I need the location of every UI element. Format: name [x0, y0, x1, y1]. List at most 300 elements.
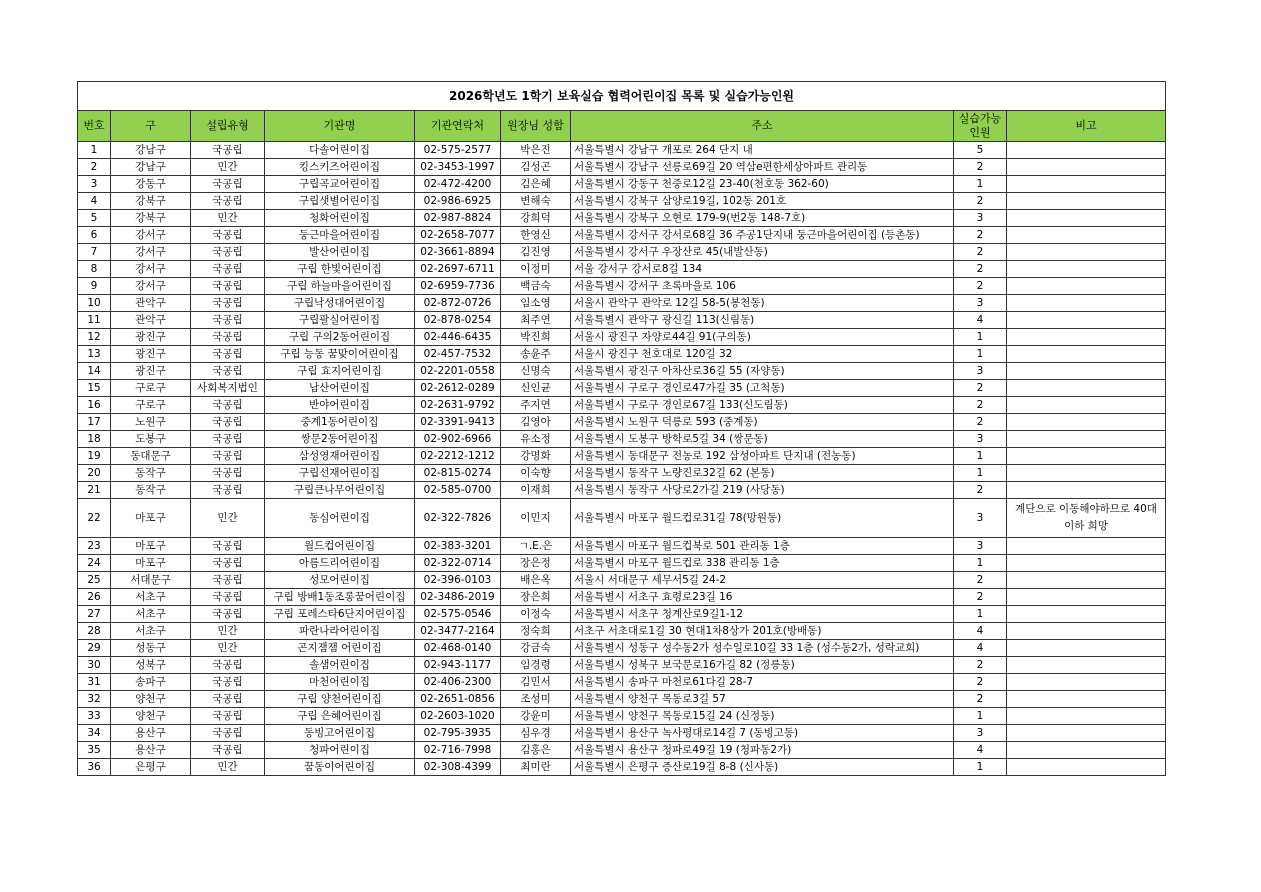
cell-no: 14 — [78, 363, 111, 380]
cell-phone: 02-457-7532 — [415, 346, 501, 363]
cell-address: 서울특별시 도봉구 방학로5길 34 (쌍문동) — [571, 431, 954, 448]
cell-gu: 동작구 — [111, 482, 191, 499]
cell-no: 33 — [78, 708, 111, 725]
cell-type: 국공립 — [191, 227, 265, 244]
cell-note — [1007, 346, 1166, 363]
header-type: 설립유형 — [191, 111, 265, 142]
cell-address: 서울특별시 성동구 성수동2가 성수일로10길 33 1층 (성수동2가, 성락교회) — [571, 640, 954, 657]
cell-type: 민간 — [191, 759, 265, 776]
cell-address: 서울특별시 강북구 삼양로19길, 102동 201호 — [571, 193, 954, 210]
table-row — [78, 725, 1166, 742]
cell-phone: 02-585-0700 — [415, 482, 501, 499]
cell-name: 반야어린이집 — [265, 397, 415, 414]
cell-address: 서울특별시 관악구 광신길 113(신림동) — [571, 312, 954, 329]
cell-capacity: 3 — [954, 363, 1007, 380]
cell-name: 구립큰나무어린이집 — [265, 482, 415, 499]
table-row — [78, 742, 1166, 759]
cell-note — [1007, 606, 1166, 623]
cell-note — [1007, 193, 1166, 210]
cell-address: 서울특별시 강서구 초록마을로 106 — [571, 278, 954, 295]
cell-director: 유소정 — [501, 431, 571, 448]
cell-phone: 02-2651-0856 — [415, 691, 501, 708]
header-no: 번호 — [78, 111, 111, 142]
cell-phone: 02-987-8824 — [415, 210, 501, 227]
table-row — [78, 244, 1166, 261]
cell-no: 13 — [78, 346, 111, 363]
cell-address: 서울특별시 강서구 강서로68길 36 주공1단지내 둥근마을어린이집 (등촌동) — [571, 227, 954, 244]
table-row — [78, 278, 1166, 295]
cell-director: 신명숙 — [501, 363, 571, 380]
cell-no: 35 — [78, 742, 111, 759]
cell-phone: 02-2201-0558 — [415, 363, 501, 380]
cell-capacity: 5 — [954, 142, 1007, 159]
cell-director: 임경령 — [501, 657, 571, 674]
cell-capacity: 1 — [954, 346, 1007, 363]
cell-phone: 02-795-3935 — [415, 725, 501, 742]
cell-director: 이민지 — [501, 499, 571, 538]
cell-no: 16 — [78, 397, 111, 414]
cell-name: 다솔어린이집 — [265, 142, 415, 159]
cell-phone: 02-3391-9413 — [415, 414, 501, 431]
cell-capacity: 3 — [954, 538, 1007, 555]
table-row — [78, 499, 1166, 538]
cell-director: 김민서 — [501, 674, 571, 691]
cell-type: 국공립 — [191, 244, 265, 261]
cell-no: 28 — [78, 623, 111, 640]
cell-director: 이숙향 — [501, 465, 571, 482]
cell-name: 구립 구의2동어린이집 — [265, 329, 415, 346]
header-gu: 구 — [111, 111, 191, 142]
cell-type: 국공립 — [191, 295, 265, 312]
cell-no: 5 — [78, 210, 111, 227]
cell-director: 김영아 — [501, 414, 571, 431]
cell-name: 동심어린이집 — [265, 499, 415, 538]
cell-no: 18 — [78, 431, 111, 448]
cell-phone: 02-2631-9792 — [415, 397, 501, 414]
cell-no: 7 — [78, 244, 111, 261]
cell-name: 월드컵어린이집 — [265, 538, 415, 555]
cell-note — [1007, 159, 1166, 176]
cell-phone: 02-878-0254 — [415, 312, 501, 329]
cell-address: 서울특별시 광진구 아차산로36길 55 (자양동) — [571, 363, 954, 380]
cell-no: 19 — [78, 448, 111, 465]
cell-name: 구립 하늘마을어린이집 — [265, 278, 415, 295]
cell-capacity: 2 — [954, 572, 1007, 589]
cell-phone: 02-406-2300 — [415, 674, 501, 691]
cell-phone: 02-3486-2019 — [415, 589, 501, 606]
cell-phone: 02-2212-1212 — [415, 448, 501, 465]
cell-no: 6 — [78, 227, 111, 244]
cell-no: 32 — [78, 691, 111, 708]
table-row — [78, 448, 1166, 465]
table-row — [78, 312, 1166, 329]
header-director: 원장님 성함 — [501, 111, 571, 142]
table-row — [78, 142, 1166, 159]
cell-type: 민간 — [191, 640, 265, 657]
cell-gu: 서대문구 — [111, 572, 191, 589]
cell-gu: 성북구 — [111, 657, 191, 674]
cell-capacity: 2 — [954, 380, 1007, 397]
cell-type: 국공립 — [191, 193, 265, 210]
cell-name: 구립 방배1동조롱꿈어린이집 — [265, 589, 415, 606]
cell-director: 강명화 — [501, 448, 571, 465]
cell-type: 국공립 — [191, 278, 265, 295]
cell-capacity: 1 — [954, 555, 1007, 572]
cell-name: 발산어린이집 — [265, 244, 415, 261]
cell-capacity: 1 — [954, 606, 1007, 623]
cell-capacity: 4 — [954, 640, 1007, 657]
table-row — [78, 210, 1166, 227]
sheet-title: 2026학년도 1학기 보육실습 협력어린이집 목록 및 실습가능인원 — [78, 82, 1166, 111]
cell-name: 구립샛별어린이집 — [265, 193, 415, 210]
cell-name: 구립 양천어린이집 — [265, 691, 415, 708]
cell-name: 마천어린이집 — [265, 674, 415, 691]
cell-address: 서울특별시 서초구 효령로23길 16 — [571, 589, 954, 606]
table-row — [78, 759, 1166, 776]
cell-director: 백금숙 — [501, 278, 571, 295]
cell-phone: 02-396-0103 — [415, 572, 501, 589]
cell-address: 서울특별시 동대문구 전농로 192 삼성아파트 단지내 (전농동) — [571, 448, 954, 465]
header-row — [78, 111, 1166, 142]
cell-type: 민간 — [191, 159, 265, 176]
cell-address: 서초구 서초대로1길 30 현대1차8상가 201호(방배동) — [571, 623, 954, 640]
cell-capacity: 3 — [954, 499, 1007, 538]
cell-director: 변해숙 — [501, 193, 571, 210]
cell-address: 서울특별시 송파구 마천로61다길 28-7 — [571, 674, 954, 691]
header-capacity: 실습가능 인원 — [954, 111, 1007, 142]
table-row — [78, 414, 1166, 431]
cell-gu: 강남구 — [111, 159, 191, 176]
cell-note — [1007, 623, 1166, 640]
cell-type: 국공립 — [191, 538, 265, 555]
cell-capacity: 3 — [954, 725, 1007, 742]
cell-phone: 02-575-0546 — [415, 606, 501, 623]
cell-no: 22 — [78, 499, 111, 538]
cell-capacity: 4 — [954, 312, 1007, 329]
cell-gu: 강북구 — [111, 210, 191, 227]
header-name: 기관명 — [265, 111, 415, 142]
cell-type: 국공립 — [191, 363, 265, 380]
cell-director: 박진희 — [501, 329, 571, 346]
cell-capacity: 1 — [954, 329, 1007, 346]
cell-name: 중계1동어린이집 — [265, 414, 415, 431]
cell-phone: 02-2603-1020 — [415, 708, 501, 725]
cell-gu: 광진구 — [111, 346, 191, 363]
cell-type: 국공립 — [191, 261, 265, 278]
cell-gu: 서초구 — [111, 623, 191, 640]
table-row — [78, 640, 1166, 657]
cell-phone: 02-815-0274 — [415, 465, 501, 482]
cell-type: 국공립 — [191, 397, 265, 414]
cell-type: 국공립 — [191, 657, 265, 674]
cell-director: 배은옥 — [501, 572, 571, 589]
header-address: 주소 — [571, 111, 954, 142]
cell-type: 국공립 — [191, 555, 265, 572]
cell-phone: 02-872-0726 — [415, 295, 501, 312]
cell-name: 청화어린이집 — [265, 210, 415, 227]
cell-no: 31 — [78, 674, 111, 691]
cell-director: 김성곤 — [501, 159, 571, 176]
cell-gu: 마포구 — [111, 555, 191, 572]
cell-type: 사회복지법인 — [191, 380, 265, 397]
cell-address: 서울특별시 강서구 우장산로 45(내발산동) — [571, 244, 954, 261]
cell-capacity: 4 — [954, 742, 1007, 759]
cell-name: 구립 능동 꿈맞이어린이집 — [265, 346, 415, 363]
cell-capacity: 2 — [954, 227, 1007, 244]
cell-no: 8 — [78, 261, 111, 278]
cell-phone: 02-3453-1997 — [415, 159, 501, 176]
cell-type: 국공립 — [191, 142, 265, 159]
cell-note — [1007, 742, 1166, 759]
cell-phone: 02-575-2577 — [415, 142, 501, 159]
cell-gu: 동대문구 — [111, 448, 191, 465]
cell-no: 25 — [78, 572, 111, 589]
cell-gu: 강서구 — [111, 278, 191, 295]
cell-address: 서울특별시 은평구 증산로19길 8-8 (신사동) — [571, 759, 954, 776]
cell-address: 서울특별시 동작구 노량진로32길 62 (본동) — [571, 465, 954, 482]
cell-address: 서울시 광진구 천호대로 120길 32 — [571, 346, 954, 363]
cell-gu: 용산구 — [111, 742, 191, 759]
cell-no: 10 — [78, 295, 111, 312]
cell-address: 서울시 서대문구 세무서5길 24-2 — [571, 572, 954, 589]
cell-gu: 강북구 — [111, 193, 191, 210]
cell-note — [1007, 465, 1166, 482]
cell-gu: 광진구 — [111, 363, 191, 380]
cell-address: 서울특별시 용산구 청파로49길 19 (청파동2가) — [571, 742, 954, 759]
table-row — [78, 606, 1166, 623]
cell-type: 국공립 — [191, 346, 265, 363]
cell-note — [1007, 227, 1166, 244]
cell-capacity: 2 — [954, 414, 1007, 431]
cell-no: 30 — [78, 657, 111, 674]
cell-phone: 02-322-7826 — [415, 499, 501, 538]
cell-name: 솔샘어린이집 — [265, 657, 415, 674]
table-row — [78, 380, 1166, 397]
cell-gu: 마포구 — [111, 538, 191, 555]
cell-gu: 강동구 — [111, 176, 191, 193]
cell-gu: 노원구 — [111, 414, 191, 431]
cell-director: 송윤주 — [501, 346, 571, 363]
cell-gu: 관악구 — [111, 312, 191, 329]
cell-note — [1007, 397, 1166, 414]
cell-type: 국공립 — [191, 589, 265, 606]
table-row — [78, 346, 1166, 363]
cell-gu: 양천구 — [111, 708, 191, 725]
cell-note — [1007, 448, 1166, 465]
cell-gu: 도봉구 — [111, 431, 191, 448]
cell-note — [1007, 295, 1166, 312]
cell-address: 서울특별시 노원구 덕릉로 593 (중계동) — [571, 414, 954, 431]
cell-director: 강희덕 — [501, 210, 571, 227]
cell-name: 구립팔실어린이집 — [265, 312, 415, 329]
cell-phone: 02-943-1177 — [415, 657, 501, 674]
cell-capacity: 2 — [954, 159, 1007, 176]
cell-name: 남산어린이집 — [265, 380, 415, 397]
cell-address: 서울특별시 마포구 월드컵북로 501 관리동 1층 — [571, 538, 954, 555]
cell-phone: 02-2658-7077 — [415, 227, 501, 244]
cell-director: 장은희 — [501, 589, 571, 606]
table-row — [78, 159, 1166, 176]
cell-note — [1007, 589, 1166, 606]
cell-gu: 관악구 — [111, 295, 191, 312]
table-row — [78, 572, 1166, 589]
cell-capacity: 3 — [954, 431, 1007, 448]
cell-note — [1007, 657, 1166, 674]
cell-director: 김진영 — [501, 244, 571, 261]
cell-director: 정숙희 — [501, 623, 571, 640]
cell-note: 계단으로 이동해야하므로 40대 이하 희망 — [1007, 499, 1166, 538]
cell-director: 최미란 — [501, 759, 571, 776]
cell-address: 서울특별시 마포구 월드컵로 338 관리동 1층 — [571, 555, 954, 572]
cell-address: 서울특별시 구로구 경인로47가길 35 (고척동) — [571, 380, 954, 397]
table-row — [78, 227, 1166, 244]
cell-note — [1007, 538, 1166, 555]
cell-director: 신인균 — [501, 380, 571, 397]
header-note: 비고 — [1007, 111, 1166, 142]
table-row — [78, 589, 1166, 606]
cell-gu: 광진구 — [111, 329, 191, 346]
cell-no: 23 — [78, 538, 111, 555]
table-row — [78, 193, 1166, 210]
cell-capacity: 2 — [954, 657, 1007, 674]
cell-director: 임소영 — [501, 295, 571, 312]
cell-name: 구립곡교어린이집 — [265, 176, 415, 193]
cell-director: 김은혜 — [501, 176, 571, 193]
cell-capacity: 1 — [954, 759, 1007, 776]
cell-director: 심우경 — [501, 725, 571, 742]
table-row — [78, 691, 1166, 708]
cell-phone: 02-472-4200 — [415, 176, 501, 193]
cell-gu: 강서구 — [111, 244, 191, 261]
cell-type: 국공립 — [191, 431, 265, 448]
cell-gu: 구로구 — [111, 380, 191, 397]
cell-director: 강금숙 — [501, 640, 571, 657]
cell-type: 국공립 — [191, 329, 265, 346]
cell-type: 국공립 — [191, 708, 265, 725]
cell-name: 삼성영재어린이집 — [265, 448, 415, 465]
cell-capacity: 1 — [954, 448, 1007, 465]
cell-director: 박은진 — [501, 142, 571, 159]
cell-address: 서울특별시 구로구 경인로67길 133(신도림동) — [571, 397, 954, 414]
cell-no: 12 — [78, 329, 111, 346]
cell-name: 구립 한빛어린이집 — [265, 261, 415, 278]
cell-note — [1007, 414, 1166, 431]
cell-note — [1007, 261, 1166, 278]
cell-gu: 서초구 — [111, 606, 191, 623]
cell-type: 국공립 — [191, 312, 265, 329]
cell-phone: 02-468-0140 — [415, 640, 501, 657]
cell-no: 3 — [78, 176, 111, 193]
cell-no: 20 — [78, 465, 111, 482]
cell-address: 서울시 광진구 자양로44길 91(구의동) — [571, 329, 954, 346]
table-row — [78, 329, 1166, 346]
table-row — [78, 465, 1166, 482]
cell-name: 둥근마을어린이집 — [265, 227, 415, 244]
cell-name: 쌍문2동어린이집 — [265, 431, 415, 448]
cell-director: 조성미 — [501, 691, 571, 708]
cell-capacity: 1 — [954, 708, 1007, 725]
cell-no: 29 — [78, 640, 111, 657]
practicum-table — [77, 81, 1166, 776]
cell-no: 11 — [78, 312, 111, 329]
cell-note — [1007, 278, 1166, 295]
cell-note — [1007, 380, 1166, 397]
cell-phone: 02-308-4399 — [415, 759, 501, 776]
cell-name: 청파어린이집 — [265, 742, 415, 759]
cell-note — [1007, 691, 1166, 708]
cell-address: 서울시 관악구 관악로 12길 58-5(봉천동) — [571, 295, 954, 312]
cell-phone: 02-383-3201 — [415, 538, 501, 555]
cell-director: 강윤미 — [501, 708, 571, 725]
cell-phone: 02-902-6966 — [415, 431, 501, 448]
cell-capacity: 2 — [954, 244, 1007, 261]
cell-name: 구립 효지어린이집 — [265, 363, 415, 380]
cell-type: 국공립 — [191, 176, 265, 193]
cell-gu: 강남구 — [111, 142, 191, 159]
cell-phone: 02-6959-7736 — [415, 278, 501, 295]
cell-type: 국공립 — [191, 572, 265, 589]
cell-note — [1007, 312, 1166, 329]
cell-phone: 02-2697-6711 — [415, 261, 501, 278]
cell-type: 민간 — [191, 499, 265, 538]
cell-note — [1007, 725, 1166, 742]
cell-no: 34 — [78, 725, 111, 742]
cell-type: 국공립 — [191, 448, 265, 465]
cell-name: 곤지잼잼 어린이집 — [265, 640, 415, 657]
cell-type: 민간 — [191, 210, 265, 227]
cell-no: 2 — [78, 159, 111, 176]
cell-gu: 동작구 — [111, 465, 191, 482]
cell-gu: 송파구 — [111, 674, 191, 691]
cell-address: 서울특별시 성북구 보국문로16가길 82 (정릉동) — [571, 657, 954, 674]
cell-address: 서울특별시 서초구 청계산로9길1-12 — [571, 606, 954, 623]
cell-capacity: 3 — [954, 210, 1007, 227]
table-row — [78, 623, 1166, 640]
cell-address: 서울특별시 양천구 목동로3길 57 — [571, 691, 954, 708]
cell-no: 4 — [78, 193, 111, 210]
table-row — [78, 538, 1166, 555]
cell-type: 국공립 — [191, 691, 265, 708]
cell-capacity: 3 — [954, 295, 1007, 312]
cell-note — [1007, 572, 1166, 589]
cell-note — [1007, 176, 1166, 193]
cell-name: 구립선재어린이집 — [265, 465, 415, 482]
cell-note — [1007, 759, 1166, 776]
cell-address: 서울특별시 강동구 천중로12길 23-40(천호동 362-60) — [571, 176, 954, 193]
cell-address: 서울 강서구 강서로8길 134 — [571, 261, 954, 278]
cell-capacity: 2 — [954, 589, 1007, 606]
cell-no: 36 — [78, 759, 111, 776]
cell-address: 서울특별시 강남구 선릉로69길 20 역삼e편한세상아파트 관리동 — [571, 159, 954, 176]
cell-no: 9 — [78, 278, 111, 295]
cell-note — [1007, 210, 1166, 227]
cell-name: 아름드리어린이집 — [265, 555, 415, 572]
cell-no: 24 — [78, 555, 111, 572]
cell-note — [1007, 482, 1166, 499]
table-row — [78, 555, 1166, 572]
cell-gu: 성동구 — [111, 640, 191, 657]
cell-note — [1007, 431, 1166, 448]
cell-address: 서울특별시 양천구 목동로15길 24 (신정동) — [571, 708, 954, 725]
cell-gu: 용산구 — [111, 725, 191, 742]
cell-type: 국공립 — [191, 606, 265, 623]
cell-name: 파란나라어린이집 — [265, 623, 415, 640]
cell-capacity: 1 — [954, 465, 1007, 482]
cell-note — [1007, 329, 1166, 346]
cell-capacity: 2 — [954, 193, 1007, 210]
cell-gu: 구로구 — [111, 397, 191, 414]
cell-director: 한영신 — [501, 227, 571, 244]
